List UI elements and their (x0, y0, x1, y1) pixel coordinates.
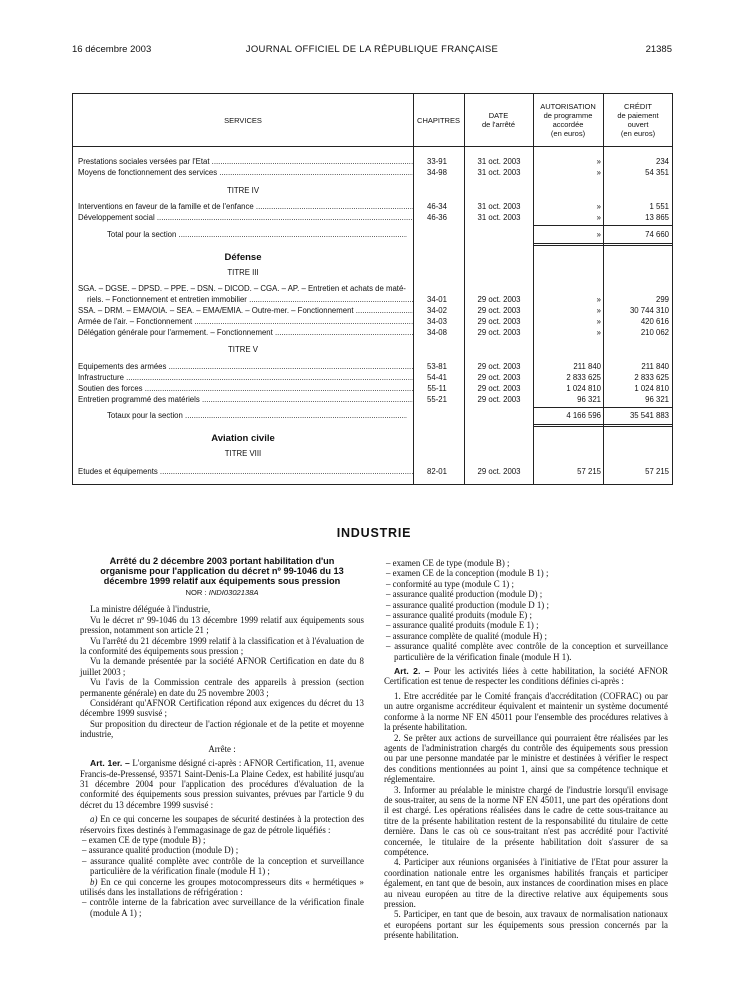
list-item: – assurance qualité produits (module E 1) ; (386, 620, 539, 631)
header-rule (73, 146, 672, 147)
numbered-paragraph: 1. Etre accréditée par le Comité français d'accréditation (COFRAC) ou par un autre organisme accréditeur équivalent et maintenir un système documenté conforme à la norme NF EN 45011 pour l'ensemble des procédures relatives à la présente habilitation. (384, 690, 668, 733)
paragraph-a: a) En ce qui concerne les soupapes de sécurité destinées à la protection des réservoirs fixes destinés à l'emmagasinage de gaz de pétrole liquéfiés : (80, 814, 364, 835)
text-column-left (80, 556, 364, 918)
section-title-aviation-civile: Aviation civile (211, 433, 275, 444)
column-header-date: DATE de l'arrêté (481, 111, 516, 129)
header-page-number: 21385 (645, 44, 672, 55)
list-item: – conformité au type (module C 1) ; (386, 578, 514, 589)
credits-table: SERVICES CHAPITRES DATE de l'arrêté AUTORISATION de programme accordée (en euros) CRÉDIT de paiement ouvert (en euros) Prestations sociales versées par l'Etat ..... 33-91 31 oct. 2003 » 234 Moyens de fonctionnement des services ..... 34-98 31 oct. 2003 » 54 351 TITRE IV Interventions en faveur de la famille et de l'enfance ..... 46-34 31 oct. 2003 » 1 551 Développement social ..... 46-36 31 oct. 2003 » 13 865 Total pour la section ..... » 74 660 Défense TITRE III SGA. – DGSE. – DPSD. – PPE. – DSN. – DICOD. – CGA. – AP. – Entretien et achats de maté- riels. – Fonctionnement et entretien immobilier ..... 34-01 29 oct. 2003 » 299 SSA. – DRM. – EMA/OIA. – SEA. – EMA/EMIA. – Outre-mer. – Fonctionnement ..... 34-02 29 oct. 2003 » 30 744 310 Armée de l'air. – Fonctionnement ..... 34-03 29 oct. 2003 » 420 616 Délégation générale pour l'armement. – Fonctionnement ..... 34-08 29 oct. 2003 » 210 062 TITRE V Equipements des armées ..... 53-81 29 oct. 2003 211 840 211 840 Infrastructure ..... 54-41 29 oct. 2003 2 833 625 2 833 625 Soutien des forces ..... 55-11 29 oct. 2003 1 024 810 1 024 810 Entretien programmé des matériels ..... 55-21 29 oct. 2003 96 321 96 321 Totaux pour la section ..... 4 166 596 35 541 883 Aviation civile TITRE VIII Etudes et équipements ..... 82-01 29 oct. 2003 57 215 57 215 (72, 93, 673, 485)
text-column-right (384, 558, 668, 941)
header-date: 16 décembre 2003 (72, 44, 152, 55)
list-item: – assurance qualité complète avec contrôle de la conception et surveillance particulière de la vérification finale (module H 1) ; (82, 855, 364, 877)
list-item: – assurance qualité production (module D) ; (386, 589, 543, 600)
list-item: – assurance qualité production (module D) ; (82, 845, 239, 856)
subtotal-rule (533, 225, 673, 226)
column-header-credit: CRÉDIT de paiement ouvert (en euros) (617, 102, 659, 138)
column-header-chapitres: CHAPITRES (417, 115, 460, 125)
column-header-autorisation: AUTORISATION de programme accordée (en euros) (540, 102, 596, 138)
paragraph: Sur proposition du directeur de l'action régionale et de la petite et moyenne industrie, (80, 718, 364, 740)
nor-reference: NOR : INDI0302138A (185, 588, 259, 597)
list-item: – assurance complète de qualité (module H) ; (386, 630, 547, 641)
paragraph-b: b) En ce qui concerne les groupes motocompresseurs dits « hermétiques » utilisés dans les installations de réfrigération : (80, 876, 364, 897)
paragraph: Vu l'arrêté du 21 décembre 1999 relatif à la classification et à l'évaluation de la conformité des équipements sous pression ; (80, 635, 364, 657)
paragraph: Vu la demande présentée par la société AFNOR Certification en date du 8 juillet 2003 ; (80, 656, 364, 677)
titre-iv-label: TITRE IV (226, 186, 260, 195)
list-item: – examen CE de type (module B) ; (386, 558, 510, 568)
numbered-paragraph: 2. Se prêter aux actions de surveillance qui pourraient être réalisées par les agents de l'administration chargés du contrôle des équipements sous pression ou par une personne mandatée par le ministre et destinées à vérifier le respect des conditions mentionnées au point 1, ainsi que sa compétence technique et réglementaire. (384, 732, 668, 785)
section-heading-industrie: INDUSTRIE (336, 526, 412, 540)
article-2: Art. 2. – Pour les activités liées à cette habilitation, la société AFNOR Certification est tenue de respecter les conditions définies ci-après : (384, 666, 668, 687)
titre-viii-label: TITRE VIII (224, 449, 262, 458)
column-header-services: SERVICES (224, 115, 262, 125)
list-item: – examen CE de type (module B) ; (82, 834, 206, 845)
titre-v-label: TITRE V (228, 345, 258, 354)
column-divider (413, 94, 414, 484)
titre-iii-label: TITRE III (227, 268, 259, 277)
article-1: Art. 1er. – L'organisme désigné ci-après : AFNOR Certification, 11, avenue Francis-de-Pressensé, 93571 Saint-Denis-La Plaine Cedex, est habilité jusqu'au 31 décembre 2004 pour l'application des procédures d'évaluation de la conformité des équipements sous pression suivantes, prévues par l'article 9 du décret du 13 décembre 1999 susvisé : (80, 758, 365, 810)
numbered-paragraph: 4. Participer aux réunions organisées à l'initiative de l'Etat pour assurer la coordination nationale entre les organismes habilités français et participer également, en tant que de besoin, aux instances de coordination mises en place au niveau européen au titre de la directive relative aux équipements sous pression. (384, 857, 668, 909)
arrete-label: Arrête : (208, 743, 236, 754)
list-item: – examen CE de la conception (module B 1) ; (386, 568, 549, 579)
list-item: – assurance qualité produits (module E) ; (386, 610, 532, 621)
paragraph: Vu le décret nº 99-1046 du 13 décembre 1999 relatif aux équipements sous pression, notamment son article 21 ; (80, 614, 364, 636)
header-title: JOURNAL OFFICIEL DE LA RÉPUBLIQUE FRANÇAISE (245, 44, 499, 55)
paragraph: La ministre déléguée à l'industrie, (90, 604, 211, 615)
subtotal-rule (533, 407, 673, 408)
list-item: – assurance qualité production (module D 1) ; (386, 599, 549, 610)
numbered-paragraph: 5. Participer, en tant que de besoin, aux travaux de normalisation nationaux et européens portant sur les équipements sous pression concernés par la présente habilitation. (384, 909, 668, 941)
page-header (72, 44, 672, 58)
column-divider (464, 94, 465, 484)
paragraph: Vu l'avis de la Commission centrale des appareils à pression (section permanente générale) en date du 25 novembre 2003 ; (80, 677, 364, 698)
total-rule (533, 243, 673, 246)
paragraph: Considérant qu'AFNOR Certification répond aux exigences du décret du 13 décembre 1999 susvisé ; (80, 698, 364, 719)
list-item: – contrôle interne de la fabrication avec surveillance de la vérification finale (module A 1) ; (82, 897, 364, 918)
list-item: – assurance qualité complète avec contrôle de la conception et surveillance particulière de la vérification finale (module H 1). (386, 641, 668, 662)
numbered-paragraph: 3. Informer au préalable le ministre chargé de l'industrie lorsqu'il envisage de sous-traiter, au sens de la norme NF EN 45011, une part des opérations dont il est chargé. Les opérations réalisées dans le cadre de cette sous-traitance au titre de la présente habilitation restent de la responsabilité du titulaire de cette dernière. Dans le cas où ce sous-traitant n'est pas accrédité pour l'activité concernée, le titulaire de la présente habilitation doit s'assurer de sa compétence. (384, 784, 668, 857)
arrete-title: Arrêté du 2 décembre 2003 portant habilitation d'un organisme pour l'application du décret nº 99-1046 du 13 décembre 1999 relatif aux équipements sous pression (100, 556, 344, 586)
section-title-defense: Défense (224, 252, 262, 263)
total-rule (533, 424, 673, 427)
